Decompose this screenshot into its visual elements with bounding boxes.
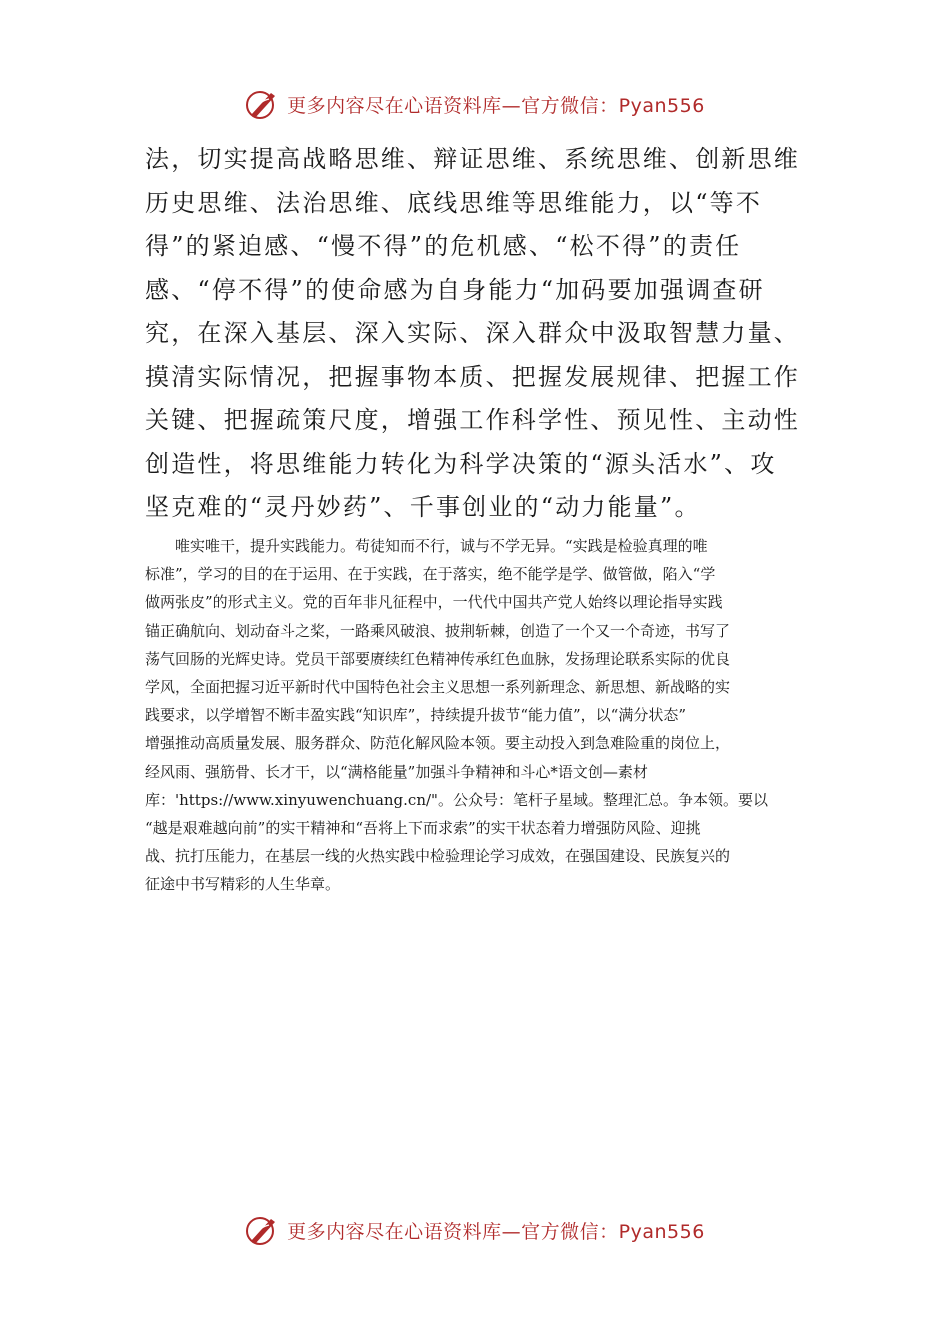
text-line: 经风雨、强筋骨、长才干，以“满格能量”加强斗争精神和斗心*语文创—素材: [145, 762, 648, 781]
text-line: 荡气回肠的光辉史诗。党员干部要赓续红色精神传承红色血脉，发扬理论联系实际的优良: [145, 649, 731, 668]
text-line: 学风，全面把握习近平新时代中国特色社会主义思想一系列新理念、新思想、新战略的实: [145, 678, 731, 697]
header-banner: [0, 84, 950, 124]
text-line: 战、抗打压能力，在基层一线的火热实践中检验理论学习成效，在强国建设、民族复兴的: [145, 847, 731, 866]
text-line: 感、“停不得”的使命感为自身能力“加码要加强调查研: [145, 275, 765, 304]
main-paragraph-large: [145, 138, 807, 530]
text-line: 创造性，将思维能力转化为科学决策的“源头活水”、攻: [145, 449, 777, 478]
footer-banner: [0, 1210, 950, 1250]
text-line: 标准”，学习的目的在于运用、在于实践，在于落实，绝不能学是学、做管做，陷入“学: [145, 565, 716, 584]
banner-text: 更多内容尽在心语资料库—官方微信：Pyan556: [287, 1220, 705, 1243]
text-line: 坚克难的“灵丹妙药”、千事创业的“动力能量”。: [145, 493, 701, 521]
text-line: 增强推动高质量发展、服务群众、防范化解风险本领。要主动投入到急难险重的岗位上，: [145, 734, 731, 753]
text-line: 摸清实际情况，把握事物本质、把握发展规律、把握工作: [145, 362, 800, 391]
text-line: 法，切实提高战略思维、辩证思维、系统思维、创新思维: [145, 145, 800, 173]
text-line: 唯实唯干，提升实践能力。苟徒知而不行，诚与不学无异。“实践是检验真理的唯: [145, 537, 708, 555]
text-line: 历史思维、法治思维、底线思维等思维能力，以“等不: [145, 188, 763, 217]
text-line: “越是艰难越向前”的实干精神和“吾将上下而求索”的实干状态着力增强防风险、迎挑: [145, 819, 701, 838]
text-line: 做两张皮”的形式主义。党的百年非凡征程中，一代代中国共产党人始终以理论指导实践: [145, 593, 723, 612]
text-line: 库：'https://www.xinyuwenchuang.cn/"。公众号：笔杆子星域。整理汇总。争本领。要以: [145, 790, 768, 809]
text-line: 关键、把握疏策尺度，增强工作科学性、预见性、主动性: [145, 406, 800, 434]
text-line: 践要求，以学增智不断丰盈实践“知识库”，持续提升拔节“能力值”，以“满分状态”: [145, 706, 687, 725]
main-paragraph-small: [145, 532, 810, 899]
text-line: 征途中书写精彩的人生华章。: [145, 875, 341, 894]
banner-text: 更多内容尽在心语资料库—官方微信：Pyan556: [287, 94, 705, 117]
text-line: 锚正确航向、划动奋斗之桨，一路乘风破浪、披荆斩棘，创造了一个又一个奇迹，书写了: [145, 621, 731, 640]
text-line: 得”的紧迫感、“慢不得”的危机感、“松不得”的责任: [145, 232, 742, 260]
pen-logo-icon: [245, 87, 279, 121]
pen-logo-icon: [245, 1213, 279, 1247]
text-line: 究，在深入基层、深入实际、深入群众中汲取智慧力量、: [145, 319, 800, 347]
